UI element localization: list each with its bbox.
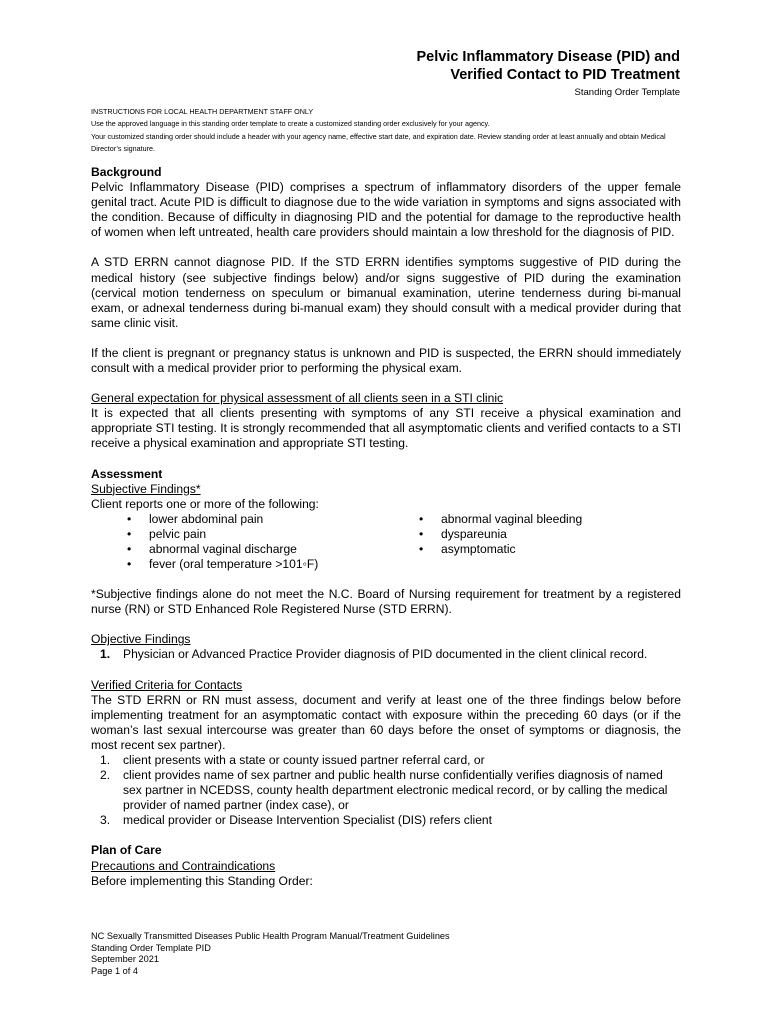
list-item: • lower abdominal pain bbox=[91, 512, 383, 527]
assessment-heading: Assessment bbox=[91, 466, 163, 481]
document-body bbox=[91, 165, 681, 889]
list-number: 1. bbox=[100, 753, 111, 767]
verified-criteria-list bbox=[91, 753, 681, 828]
background-heading: Background bbox=[91, 165, 162, 179]
list-item bbox=[91, 753, 681, 768]
list-item-text: medical provider or Disease Intervention Specialist (DIS) refers client bbox=[123, 813, 493, 828]
list-item-text: Physician or Advanced Practice Provider diagnosis of PID documented in the client clinical record. bbox=[123, 647, 648, 662]
footer-line-1: NC Sexually Transmitted Diseases Public Health Program Manual/Treatment Guidelines bbox=[91, 931, 450, 941]
page-footer bbox=[91, 931, 450, 977]
instructions-line-1: Use the approved language in this standing order template to create a customized standing order exclusively for your agency. bbox=[91, 119, 490, 129]
page-number: Page 1 of 4 bbox=[91, 965, 138, 976]
list-number: 2. bbox=[100, 768, 111, 783]
list-item: • pelvic pain bbox=[91, 527, 383, 542]
staff-instructions bbox=[91, 106, 681, 156]
list-item bbox=[91, 768, 681, 813]
subjective-findings-heading: Subjective Findings* bbox=[91, 481, 201, 496]
background-paragraph-2: A STD ERRN cannot diagnose PID. If the STD ERRN identifies symptoms suggestive of PID during the medical history (see subjective findings below) and/or signs suggestive of PID during the examination (cervical motion tenderness on speculum or bimanual examination, uterine tenderness during bi-manual exam, or adnexal tenderness during bi-manual exam) they should consult with a medical provider during that same clinic visit. bbox=[91, 255, 681, 330]
precautions-intro: Before implementing this Standing Order: bbox=[91, 873, 313, 888]
document-subtitle: Standing Order Template bbox=[574, 87, 680, 98]
list-item: • abnormal vaginal bleeding bbox=[383, 512, 582, 527]
objective-findings-list bbox=[91, 647, 681, 662]
instructions-heading: INSTRUCTIONS FOR LOCAL HEALTH DEPARTMENT STAFF ONLY bbox=[91, 107, 314, 116]
list-item: • dyspareunia bbox=[383, 527, 582, 542]
list-item: • abnormal vaginal discharge bbox=[91, 542, 383, 557]
list-item bbox=[91, 647, 681, 662]
list-item bbox=[91, 813, 681, 828]
verified-criteria-heading: Verified Criteria for Contacts bbox=[91, 677, 243, 692]
document-title-line-1: Pelvic Inflammatory Disease (PID) and bbox=[416, 49, 680, 65]
plan-of-care-heading: Plan of Care bbox=[91, 843, 162, 858]
general-expectation-paragraph: It is expected that all clients presenting with symptoms of any STI receive a physical examination and appropriate STI testing. It is strongly recommended that all asymptomatic clients and verified contacts to a STI receive a physical examination and appropriate STI testing. bbox=[91, 406, 681, 451]
list-item-text: client provides name of sex partner and public health nurse confidentially verifies diagnosis of named sex partner in NCEDSS, county health department electronic medical record, or by calling the medical provider of named partner (index case), or bbox=[123, 768, 668, 813]
precautions-heading: Precautions and Contraindications bbox=[91, 858, 276, 873]
list-number: 3. bbox=[100, 813, 111, 828]
subjective-findings-intro: Client reports one or more of the following: bbox=[91, 496, 319, 511]
symptom-bullet-lists bbox=[91, 512, 681, 572]
footer-line-3: September 2021 bbox=[91, 954, 159, 965]
list-item: • asymptomatic bbox=[383, 542, 582, 557]
document-title-line-2: Verified Contact to PID Treatment bbox=[450, 67, 680, 83]
symptom-list-right bbox=[383, 512, 582, 572]
instructions-line-2: Your customized standing order should include a header with your agency name, effective start date, and expiration date. Review standing order at least annually and obtain Medical Director’s signature. bbox=[91, 131, 666, 154]
verified-criteria-paragraph: The STD ERRN or RN must assess, document and verify at least one of the three findings below before implementing treatment for an asymptomatic contact with exposure within the preceding 60 days (or if the woman’s last sexual intercourse was greater than 60 days before the onset of symptoms or diagnosis, the most recent sex partner). bbox=[91, 692, 681, 752]
general-expectation-heading: General expectation for physical assessment of all clients seen in a STI clinic bbox=[91, 391, 504, 406]
list-number: 1. bbox=[100, 647, 111, 662]
background-paragraph-1: Pelvic Inflammatory Disease (PID) comprises a spectrum of inflammatory disorders of the upper female genital tract. Acute PID is difficult to diagnose due to the wide variation in symptoms and signs associated with the condition. Because of difficulty in diagnosing PID and the potential for damage to the reproductive health of women when left untreated, health care providers should maintain a low threshold for the diagnosis of PID. bbox=[91, 180, 681, 240]
symptom-list-left bbox=[91, 512, 383, 572]
list-item-text: client presents with a state or county issued partner referral card, or bbox=[123, 753, 485, 767]
subjective-footnote: *Subjective findings alone do not meet the N.C. Board of Nursing requirement for treatment by a registered nurse (RN) or STD Enhanced Role Registered Nurse (STD ERRN). bbox=[91, 587, 681, 617]
footer-line-2: Standing Order Template PID bbox=[91, 942, 211, 953]
list-item: • fever (oral temperature >101◦F) bbox=[91, 557, 383, 572]
background-paragraph-3: If the client is pregnant or pregnancy status is unknown and PID is suspected, the ERRN should immediately consult with a medical provider prior to performing the physical exam. bbox=[91, 345, 681, 376]
title-block bbox=[416, 48, 680, 99]
objective-findings-heading: Objective Findings bbox=[91, 632, 191, 647]
